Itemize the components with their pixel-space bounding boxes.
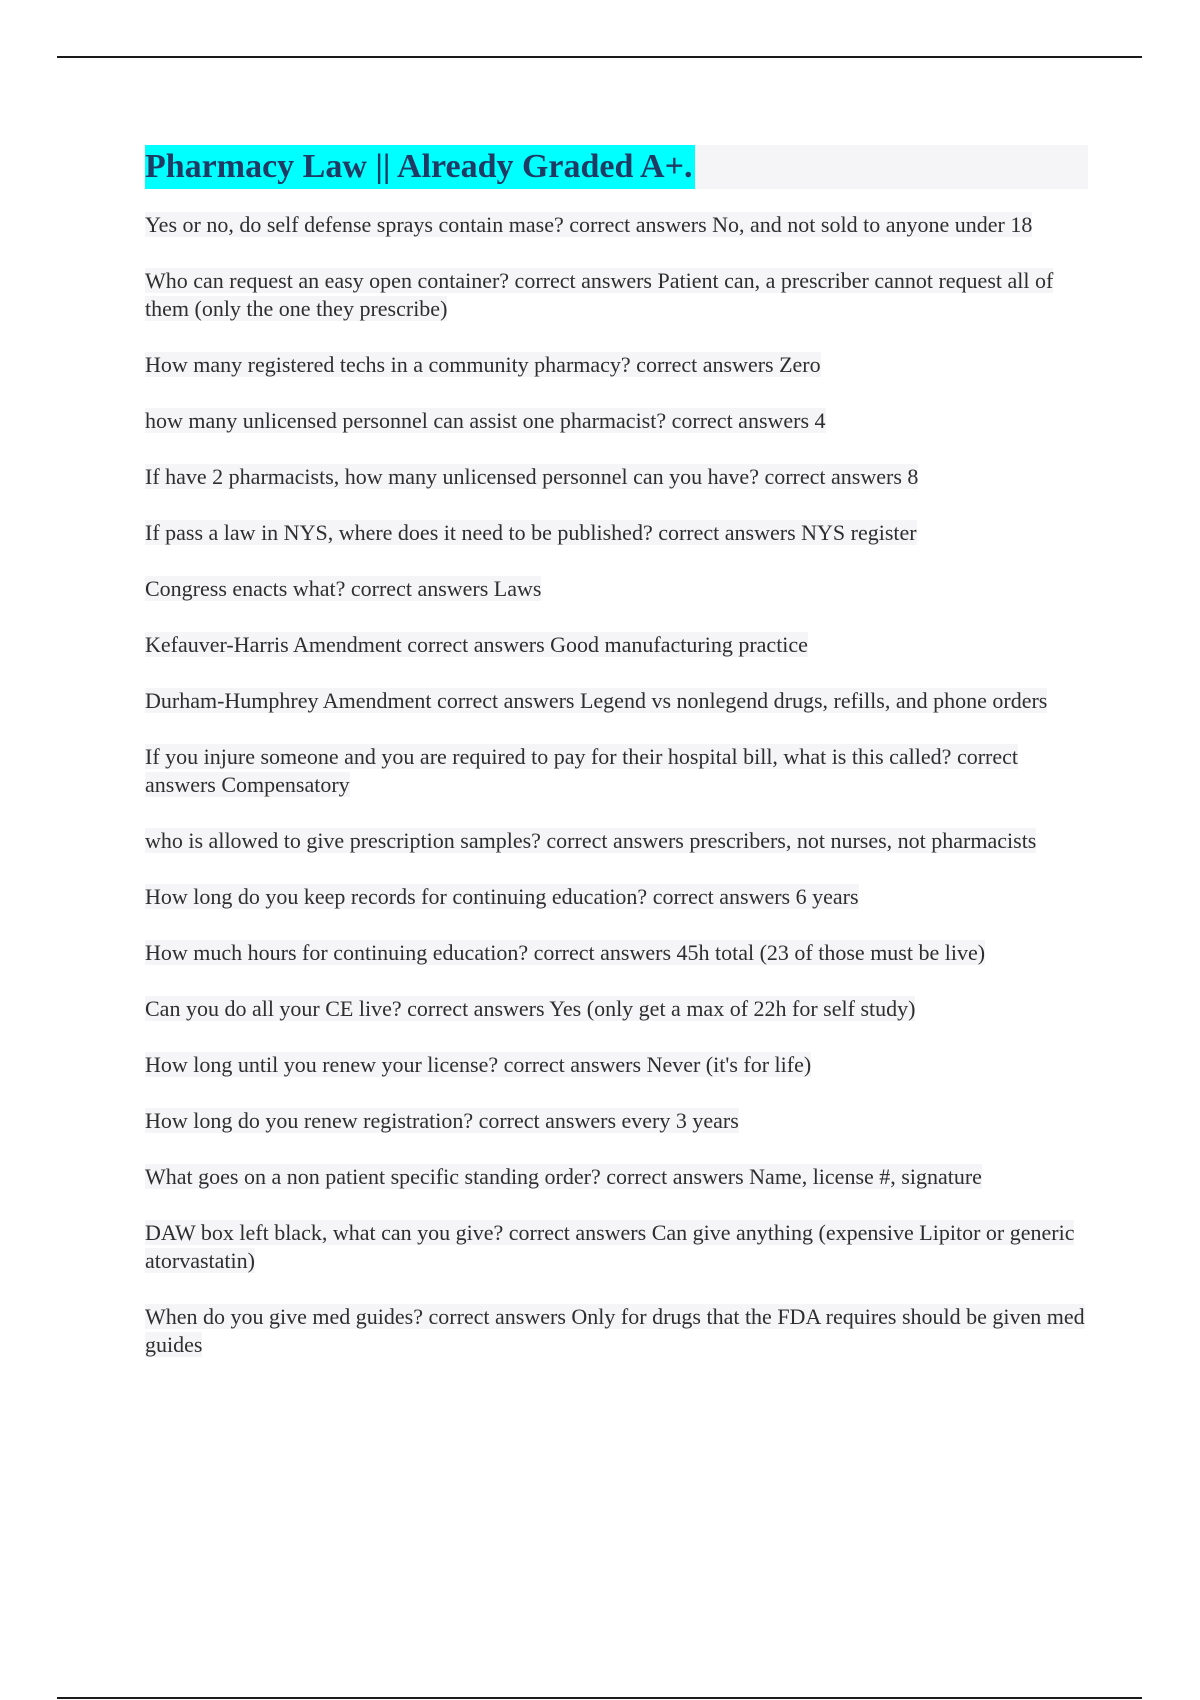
qa-item <box>145 1303 1090 1359</box>
qa-text: Durham-Humphrey Amendment correct answers Legend vs nonlegend drugs, refills, and phone orders <box>145 688 1048 713</box>
qa-text: Yes or no, do self defense sprays contain mase? correct answers No, and not sold to anyone under 18 <box>145 212 1033 237</box>
qa-text: What goes on a non patient specific standing order? correct answers Name, license #, signature <box>145 1164 982 1189</box>
qa-item <box>145 1163 1090 1191</box>
qa-text: Congress enacts what? correct answers Laws <box>145 576 542 601</box>
qa-item <box>145 1107 1090 1135</box>
qa-item <box>145 407 1090 435</box>
qa-text: Kefauver-Harris Amendment correct answers Good manufacturing practice <box>145 632 808 657</box>
qa-item <box>145 687 1090 715</box>
qa-text: If have 2 pharmacists, how many unlicensed personnel can you have? correct answers 8 <box>145 464 919 489</box>
qa-item <box>145 211 1090 239</box>
qa-item <box>145 1219 1090 1275</box>
qa-item <box>145 351 1090 379</box>
qa-text: How many registered techs in a community pharmacy? correct answers Zero <box>145 352 821 377</box>
qa-text: When do you give med guides? correct answers Only for drugs that the FDA requires should be given med guides <box>145 1304 1085 1357</box>
qa-text: If you injure someone and you are required to pay for their hospital bill, what is this called? correct answers Compensatory <box>145 744 1018 797</box>
qa-item <box>145 463 1090 491</box>
qa-text: If pass a law in NYS, where does it need to be published? correct answers NYS register <box>145 520 917 545</box>
qa-text: who is allowed to give prescription samples? correct answers prescribers, not nurses, not pharmacists <box>145 828 1037 853</box>
qa-item <box>145 995 1090 1023</box>
top-rule <box>57 56 1142 58</box>
qa-item <box>145 827 1090 855</box>
qa-text: How long until you renew your license? correct answers Never (it's for life) <box>145 1052 812 1077</box>
qa-text: How long do you renew registration? correct answers every 3 years <box>145 1108 739 1133</box>
qa-item <box>145 519 1090 547</box>
qa-list <box>145 211 1090 1359</box>
title-bar <box>145 145 1088 189</box>
qa-item <box>145 883 1090 911</box>
qa-text: Who can request an easy open container? correct answers Patient can, a prescriber cannot request all of them (only the one they prescribe) <box>145 268 1054 321</box>
qa-item <box>145 575 1090 603</box>
qa-item <box>145 267 1090 323</box>
document-body <box>145 145 1090 1387</box>
qa-text: Can you do all your CE live? correct answers Yes (only get a max of 22h for self study) <box>145 996 916 1021</box>
qa-text: DAW box left black, what can you give? correct answers Can give anything (expensive Lipitor or generic atorvastatin) <box>145 1220 1075 1273</box>
qa-item <box>145 1051 1090 1079</box>
qa-text: how many unlicensed personnel can assist one pharmacist? correct answers 4 <box>145 408 826 433</box>
document-title: Pharmacy Law || Already Graded A+. <box>145 145 695 189</box>
qa-item <box>145 743 1090 799</box>
qa-text: How long do you keep records for continuing education? correct answers 6 years <box>145 884 859 909</box>
bottom-rule <box>57 1697 1142 1699</box>
qa-item <box>145 939 1090 967</box>
qa-text: How much hours for continuing education? correct answers 45h total (23 of those must be live) <box>145 940 986 965</box>
qa-item <box>145 631 1090 659</box>
